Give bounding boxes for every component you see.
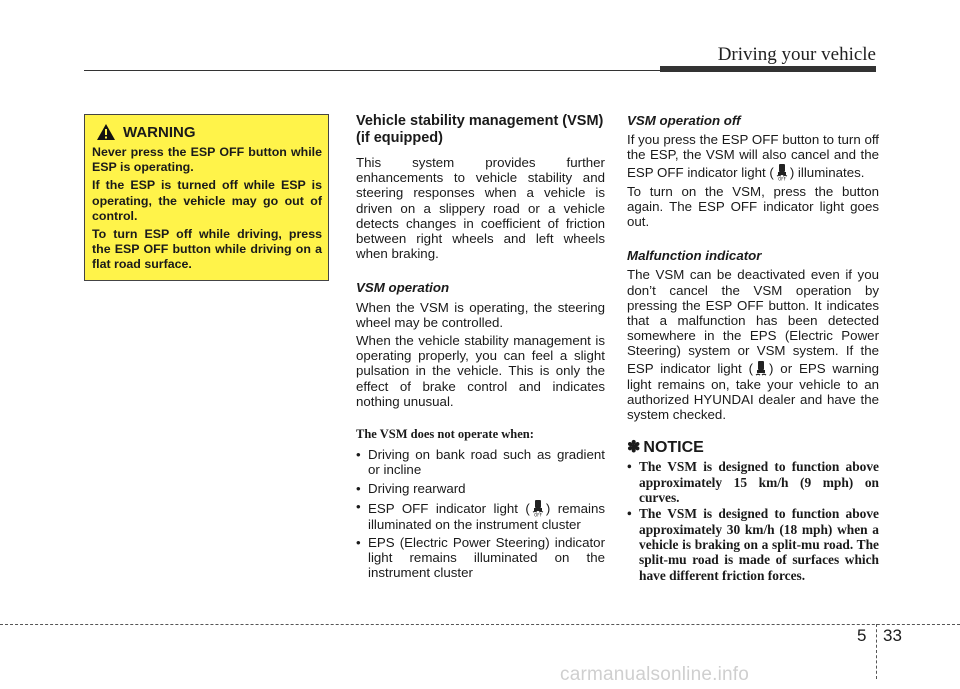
not-operate-list [356, 447, 605, 580]
operation-paragraph: When the VSM is operating, the steering wheel may be controlled. [356, 299, 605, 330]
warning-title: WARNING [123, 123, 196, 141]
subheading-vsm-off: VSM operation off [627, 113, 741, 128]
list-item: • ESP OFF indicator light ( OFF ) remains illuminated on the instrument cluster [356, 499, 605, 532]
page-header-title: Driving your vehicle [717, 44, 876, 65]
notice-title: NOTICE [643, 439, 704, 457]
warning-triangle-icon [96, 123, 116, 141]
warning-paragraph: If the ESP is turned off while ESP is operating, the vehicle may go out of control. [92, 178, 322, 223]
page-number: 33 [883, 626, 902, 645]
vsm-on-paragraph: To turn on the VSM, press the button again. The ESP OFF indicator light goes out. [627, 183, 879, 230]
chapter-number: 5 [857, 626, 867, 645]
warning-paragraph: To turn ESP off while driving, press the ESP OFF button while driving on a flat road surface. [92, 227, 322, 272]
list-item: • The VSM is designed to function above approximately 15 km/h (9 mph) on curves. [627, 459, 879, 505]
list-item: • Driving rearward [356, 481, 605, 496]
footer-rule [0, 624, 960, 625]
esp-off-indicator-icon [775, 163, 789, 181]
list-item: • Driving on bank road such as gradient or incline [356, 447, 605, 477]
right-column [627, 113, 879, 584]
warning-box [84, 114, 329, 281]
operation-paragraph: When the vehicle stability management is operating properly, you can feel a slight pulsation in the vehicle. This is only the effect of brake control and indicates nothing unusual. [356, 333, 605, 409]
svg-text:OFF: OFF [777, 176, 786, 181]
section-heading-vsm: Vehicle stability management (VSM) (if equipped) [356, 113, 604, 146]
svg-text:OFF: OFF [533, 512, 542, 517]
vsm-intro: This system provides further enhancements to vehicle stability and steering responses when a vehicle is driven on a slippery road or a vehicle detects changes in coefficient of friction between right wheels and left wheels when braking. [356, 155, 605, 262]
esp-off-indicator-icon [531, 499, 545, 517]
middle-column [356, 113, 605, 584]
footer-divider [876, 624, 877, 679]
warning-paragraph: Never press the ESP OFF button while ESP is operating. [92, 145, 322, 175]
subheading-not-operate: The VSM does not operate when: [356, 427, 534, 442]
notice-list [627, 459, 879, 582]
list-item: • The VSM is designed to function above approximately 30 km/h (18 mph) when a vehicle is braking on a split-mu road. The split-mu road is made of surfaces which have different friction forces. [627, 506, 879, 582]
malfunction-paragraph: The VSM can be deactivated even if you don’t cancel the VSM operation by pressing the ESP OFF button. It indicates that a malfunction has been detected somewhere in the EPS (Electric Power Steering) system or VSM system. If the ESP indicator light ( ) or EPS warning light remains on, take your vehicle to an authorized HYUNDAI dealer and have the system checked. [627, 267, 879, 423]
header-rule-accent [660, 66, 876, 72]
vsm-off-paragraph: If you press the ESP OFF button to turn off the ESP, the VSM will also cancel and the ESP OFF indicator light ( OFF ) illuminates. [627, 132, 879, 181]
subheading-malfunction: Malfunction indicator [627, 248, 762, 264]
watermark: carmanualsonline.info [560, 664, 750, 685]
subheading-vsm-operation: VSM operation [356, 280, 450, 296]
notice-mark-icon: ✽ [627, 439, 641, 457]
list-item: • EPS (Electric Power Steering) indicator light remains illuminated on the instrument cluster [356, 535, 605, 581]
warning-header [96, 123, 322, 141]
esp-indicator-icon [754, 359, 768, 377]
notice-header [627, 440, 879, 455]
